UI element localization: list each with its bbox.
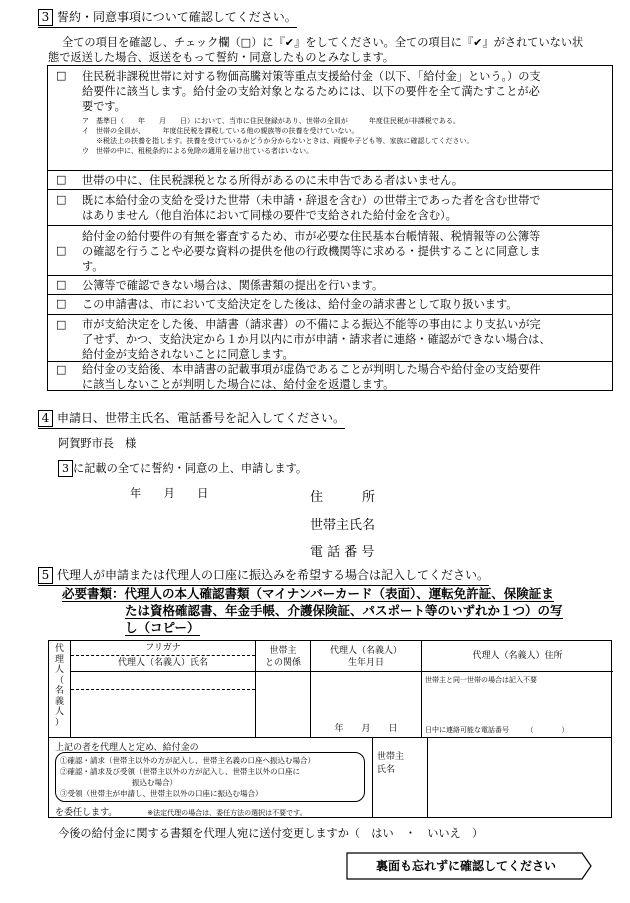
option-1[interactable]: ①確認・請求（世帯主以外の方が記入し、世帯主名義の口座へ振込む場合）: [60, 756, 315, 765]
option-2[interactable]: ②確認・請求及び受領（世帯主以外の方が記入し、世帯主以外の口座に: [60, 767, 300, 776]
item7-line: 給付金が支給されないことに同意します。: [82, 348, 294, 361]
required-documents: [62, 585, 602, 636]
delegation-options: [55, 752, 365, 802]
checkbox-item-3[interactable]: □: [56, 193, 67, 206]
checkbox-item-2[interactable]: □: [56, 173, 67, 186]
reverse-side-text: 裏面も忘れずに確認してください: [375, 859, 556, 873]
proxy-table: [48, 640, 612, 818]
pledge-item-4: [48, 225, 612, 276]
item1-line: 住民税非課税世帯に対する物価高騰対策等重点支援給付金（以下、「給付金」という。）の支: [82, 70, 541, 83]
pledge-item-6: [48, 294, 612, 315]
item4-line: の確認を行うことや必要な資料の提供を他の行政機関等に求める・提供することに同意しま: [82, 245, 541, 258]
item3-line: 既に本給付金の支給を受けた世帯（未申請・辞退を含む）の世帯主であった者を含む世帯で: [82, 194, 541, 207]
section5-heading: [38, 566, 489, 586]
birth-label: [311, 645, 421, 669]
item6-line: この申請書は、市において支給決定をした後は、給付金の請求書として取り扱います。: [82, 298, 518, 311]
head-name-line: 世帯主: [377, 752, 405, 762]
side-char: （: [54, 675, 64, 686]
furigana-input[interactable]: [71, 671, 255, 690]
pledge-checklist: [47, 65, 613, 391]
divider: [311, 671, 421, 672]
section-ref-number: 3: [58, 460, 73, 477]
delegate-note: ※法定代理の場合は、委任方法の選択は不要です。: [147, 809, 307, 817]
section3-intro-line2: 態で返送した場合、返送をもって誓約・同意したものとみなします。: [48, 51, 394, 64]
option-3[interactable]: ③受領（世帯主が申請し、世帯主以外の口座に振込む場合）: [60, 789, 263, 798]
proxy-name-label: 代理人（名義人）氏名: [71, 655, 255, 672]
pledge-statement: [58, 460, 307, 477]
daytime-phone[interactable]: 日中に連絡可能な電話番号 （ ）: [425, 726, 569, 734]
side-char: 人: [54, 665, 64, 675]
item8-line: 給付金の支給後、本申請書の記載事項が虚偽であることが判明した場合や給付金の支給要件: [82, 363, 541, 376]
item1-line: 給要件に該当します。給付金の支給対象となるためには、以下の要件を全て満たすことが必: [82, 85, 540, 98]
checkbox-item-5[interactable]: □: [56, 278, 67, 291]
reverse-side-reminder: [346, 852, 592, 880]
option-2-cont: 振込む場合）: [132, 778, 177, 787]
proxy-side-label: [49, 641, 71, 737]
item2-line: 世帯の中に、住民税課税となる所得があるのに未申告である者はいません。: [82, 174, 464, 187]
proxy-address-label: 代理人（名義人）住所: [422, 641, 613, 672]
proxy-name-input[interactable]: [71, 689, 255, 737]
application-date[interactable]: 年 月 日: [130, 487, 209, 500]
item4-line: 給付金の給付要件の有無を審査するため、市が必要な住民基本台帳情報、税情報等の公簿等: [82, 230, 541, 243]
same-household-note: 世帯主と同一世帯の場合は記入不要: [425, 676, 537, 684]
section4-heading: [38, 409, 345, 429]
item8-line: に該当しないことが判明した場合には、給付金を返還します。: [82, 378, 395, 391]
pledge-item-3: [48, 189, 612, 226]
side-char: ）: [54, 717, 64, 728]
pledge-item-7: [48, 314, 612, 362]
delegate-label: を委任します。: [55, 808, 118, 818]
section4-number: 4: [38, 410, 53, 427]
pledge-text: に記載の全てに誓約・同意の上、申請します。: [73, 462, 308, 475]
birth-line: 生年月日: [347, 658, 384, 668]
side-char: 名: [54, 686, 64, 696]
item7-line: 了せず、かつ、支給決定から１か月以内に市が申請・請求者に連絡・確認ができない場合は、: [82, 333, 551, 346]
furigana-label: フリガナ: [71, 641, 255, 656]
section3-heading: [38, 8, 297, 28]
pledge-item-5: [48, 275, 612, 295]
item1-note: イ 世帯の全員が、 年度住民税を課税している他の親族等の扶養を受けていない。: [82, 127, 359, 135]
pledge-item-8: [48, 361, 612, 392]
future-docs-question[interactable]: 今後の給付金に関する書類を代理人宛に送付変更しますか（ はい ・ いいえ ）: [58, 827, 484, 840]
relation-line: との関係: [264, 658, 301, 668]
addressee: 阿賀野市長 様: [58, 437, 137, 450]
side-char: 理: [54, 654, 64, 665]
item4-line: す。: [82, 260, 104, 273]
item5-line: 公簿等で確認できない場合は、関係書類の提出を行います。: [82, 279, 384, 292]
birth-date-input[interactable]: 年 月 日: [334, 724, 398, 734]
item1-note: ウ 世帯の中に、租税条約による免除の適用を届け出ている者はいない。: [82, 147, 313, 155]
checkbox-item-7[interactable]: □: [56, 318, 67, 331]
pledge-item-1: [48, 66, 612, 170]
head-name-input[interactable]: [428, 738, 611, 817]
divider: [372, 737, 373, 817]
section3-intro-line1: 全ての項目を確認し、チェック欄（□）に『✔』をしてください。全ての項目に『✔』がされていない状: [62, 36, 584, 49]
section3-heading-text: 誓約・同意事項について確認してください。: [57, 10, 297, 24]
side-char: 代: [54, 644, 64, 654]
head-name-box-label: [377, 751, 427, 777]
relation-label: [256, 645, 310, 669]
head-name-line: 氏名: [377, 765, 396, 775]
item1-line: 要です。: [82, 100, 126, 113]
item1-note: ※税法上の扶養を指します。扶養を受けているかどうか分からないときは、両親や子ども等、家族に確認してください。: [82, 137, 474, 145]
phone-label: 電 話 番 号: [310, 545, 375, 560]
section4-heading-text: 申請日、世帯主氏名、電話番号を記入してください。: [57, 411, 346, 425]
item3-line: はありません（他自治体において同様の要件で支給された給付金を含む）。: [82, 209, 457, 222]
item7-line: 市が支給決定をした後、申請書（請求書）の不備による振込不能等の事由により支払いが完: [82, 318, 541, 331]
head-name-label: 世帯主氏名: [310, 518, 376, 533]
relation-line: 世帯主: [269, 646, 297, 656]
checkbox-item-6[interactable]: □: [56, 297, 67, 310]
divider: [256, 671, 310, 672]
side-char: 義: [54, 696, 64, 707]
checkbox-item-4[interactable]: □: [56, 244, 67, 257]
delegate-text: [55, 805, 307, 818]
side-char: 人: [54, 707, 64, 717]
birth-line: 代理人（名義人）: [329, 646, 402, 656]
required-line: たは資格確認書、年金手帳、介護保険証、パスポート等のいずれか１つ）の写: [125, 603, 563, 618]
checkbox-item-8[interactable]: □: [56, 363, 67, 376]
checkbox-item-1[interactable]: □: [56, 69, 67, 82]
item1-note: ア 基準日（ 年 月 日）において、当市に住民登録があり、世帯の全員が 年度住民税が非課税である。: [82, 117, 460, 125]
address-label: 住 所: [310, 490, 376, 505]
section5-number: 5: [38, 567, 53, 584]
required-line: し（コピー）: [125, 620, 200, 635]
appoint-text: 上記の者を代理人と定め、給付金の: [55, 743, 199, 753]
required-line: 必要書類：代理人の本人確認書類（マイナンバーカード（表面）、運転免許証、保険証ま: [62, 586, 554, 601]
section3-number: 3: [38, 9, 53, 26]
section5-heading-text: 代理人が申請または代理人の口座に振込みを希望する場合は記入してください。: [57, 568, 490, 582]
pledge-item-2: [48, 170, 612, 190]
